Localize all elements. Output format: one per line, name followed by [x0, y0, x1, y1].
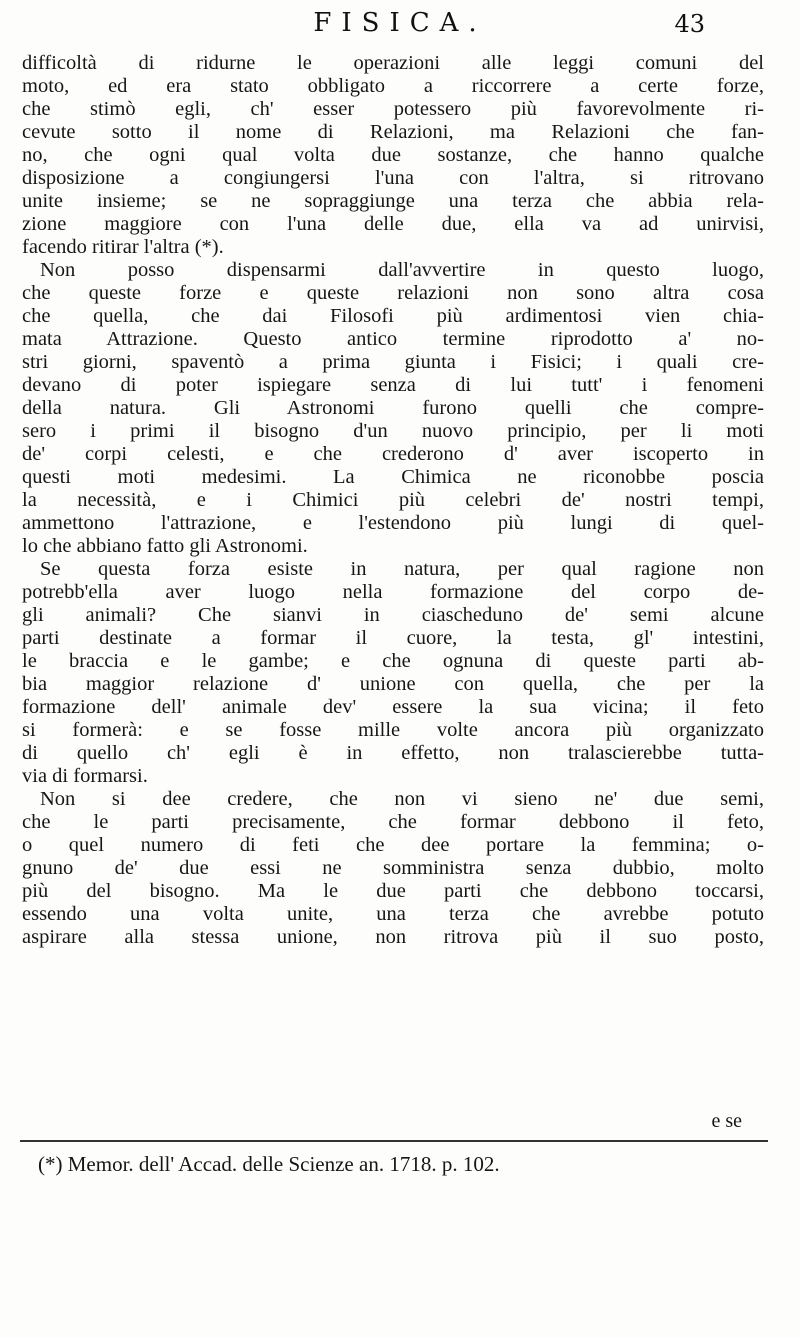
text-line: gnuno de' due essi ne somministra senza dubbio, molto: [22, 857, 764, 879]
text-line: di quello ch' egli è in effetto, non tralascierebbe tutta-: [22, 742, 764, 764]
text-line: che le parti precisamente, che formar debbono il feto,: [22, 811, 764, 833]
paragraph-start: Non posso dispensarmi dall'avvertire in questo luogo,: [40, 259, 764, 281]
paragraph-start: Se questa forza esiste in natura, per qual ragione non: [40, 558, 764, 580]
paragraph-start: Non si dee credere, che non vi sieno ne' due semi,: [40, 788, 764, 810]
text-line: stri giorni, spaventò a prima giunta i Fisici; i quali cre-: [22, 351, 764, 373]
text-line: che queste forze e queste relazioni non sono altra cosa: [22, 282, 764, 304]
running-title: FISICA.: [313, 8, 487, 38]
page-number: 43: [674, 10, 705, 38]
catchword: e se: [711, 1110, 742, 1132]
text-line: via di formarsi.: [22, 765, 148, 787]
text-line: zione maggiore con l'una delle due, ella va ad unirvisi,: [22, 213, 764, 235]
text-line: mata Attrazione. Questo antico termine riprodotto a' no-: [22, 328, 764, 350]
text-line: o quel numero di feti che dee portare la femmina; o-: [22, 834, 764, 856]
text-line: de' corpi celesti, e che crederono d' aver iscoperto in: [22, 443, 764, 465]
text-line: lo che abbiano fatto gli Astronomi.: [22, 535, 308, 557]
text-line: più del bisogno. Ma le due parti che debbono toccarsi,: [22, 880, 764, 902]
text-line: sero i primi il bisogno d'un nuovo principio, per li moti: [22, 420, 764, 442]
text-line: formazione dell' animale dev' essere la sua vicina; il feto: [22, 696, 764, 718]
text-line: moto, ed era stato obbligato a riccorrere a certe forze,: [22, 75, 764, 97]
text-line: potrebb'ella aver luogo nella formazione del corpo de-: [22, 581, 764, 603]
text-line: devano di poter ispiegare senza di lui tutt' i fenomeni: [22, 374, 764, 396]
text-line: disposizione a congiungersi l'una con l'altra, si ritrovano: [22, 167, 764, 189]
footnote-divider: [20, 1140, 768, 1142]
body-text: [22, 52, 764, 949]
text-line: che quella, che dai Filosofi più ardimentosi vien chia-: [22, 305, 764, 327]
text-line: parti destinate a formar il cuore, la testa, gl' intestini,: [22, 627, 764, 649]
text-line: la necessità, e i Chimici più celebri de' nostri tempi,: [22, 489, 764, 511]
running-head: [40, 8, 760, 48]
text-line: facendo ritirar l'altra (*).: [22, 236, 224, 258]
text-line: bia maggior relazione d' unione con quella, che per la: [22, 673, 764, 695]
text-line: no, che ogni qual volta due sostanze, che hanno qualche: [22, 144, 764, 166]
text-line: cevute sotto il nome di Relazioni, ma Relazioni che fan-: [22, 121, 764, 143]
text-line: unite insieme; se ne sopraggiunge una terza che abbia rela-: [22, 190, 764, 212]
text-line: difficoltà di ridurne le operazioni alle leggi comuni del: [22, 52, 764, 74]
text-line: che stimò egli, ch' esser potessero più favorevolmente ri-: [22, 98, 764, 120]
text-line: questi moti medesimi. La Chimica ne riconobbe poscia: [22, 466, 764, 488]
footnote: (*) Memor. dell' Accad. delle Scienze an. 1718. p. 102.: [38, 1152, 500, 1176]
text-line: si formerà: e se fosse mille volte ancora più organizzato: [22, 719, 764, 741]
text-line: gli animali? Che sianvi in ciascheduno de' semi alcune: [22, 604, 764, 626]
text-line: della natura. Gli Astronomi furono quelli che compre-: [22, 397, 764, 419]
text-line: ammettono l'attrazione, e l'estendono più lungi di quel-: [22, 512, 764, 534]
text-line: le braccia e le gambe; e che ognuna di queste parti ab-: [22, 650, 764, 672]
text-line: aspirare alla stessa unione, non ritrova più il suo posto,: [22, 926, 764, 948]
text-line: essendo una volta unite, una terza che avrebbe potuto: [22, 903, 764, 925]
